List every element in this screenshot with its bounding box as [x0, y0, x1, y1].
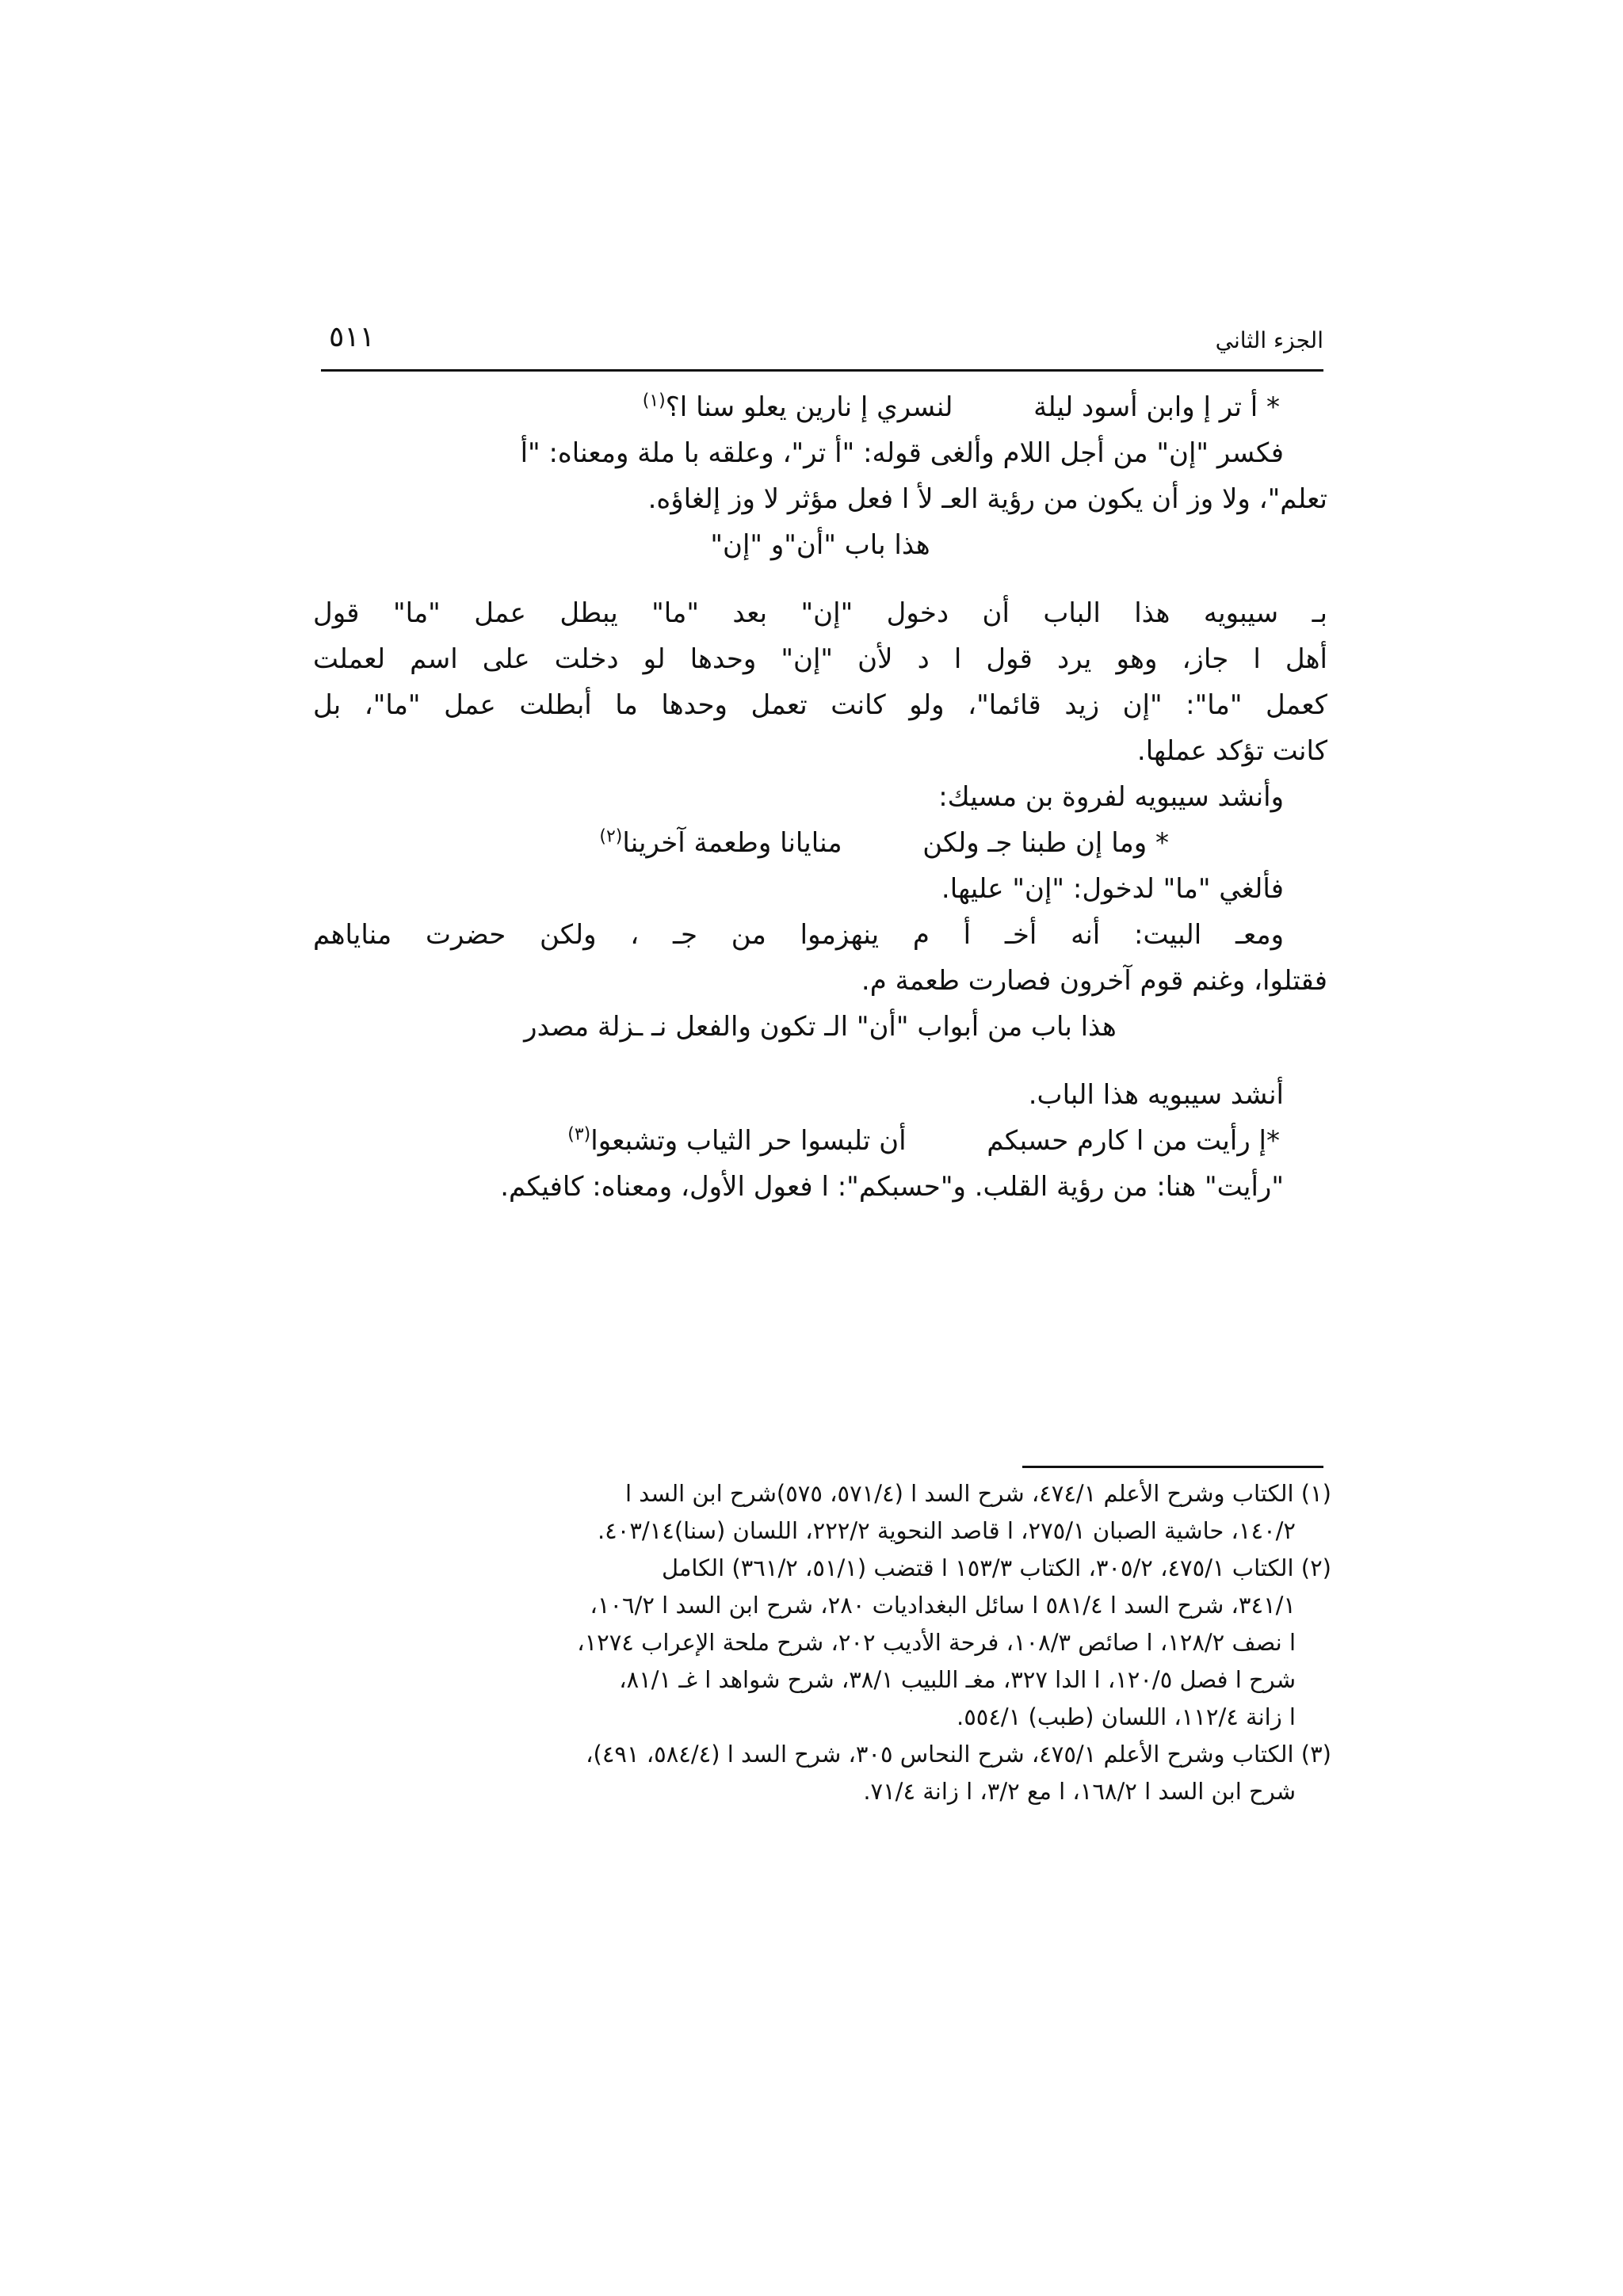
- footnote-1: [313, 1475, 1331, 1550]
- footnote-3: [313, 1736, 1331, 1810]
- verse-2: [313, 820, 1327, 866]
- verse-2-hemistich-2: منايانا وطعمة آخرينا: [622, 827, 842, 859]
- paragraph-line: فقتلوا، وغنم قوم آخرون فصارت طعمة م.: [861, 965, 1327, 997]
- footnotes: [313, 1475, 1331, 1810]
- section-heading-1: هذا باب "أن"و "إن": [710, 529, 930, 561]
- paragraph-line: وأنشد سيبويه لفروة بن مسيك:: [938, 781, 1284, 813]
- paragraph-line: فألغي "ما" لدخول: "إن" عليها.: [941, 873, 1284, 905]
- verse-2-hemistich-1: * وما إن طبنا جـ ولكن: [922, 827, 1169, 859]
- paragraph-line: ومعـ البيت: أنه أخـ أ م ينهزموا من جـ ، ولكن حضرت مناياهم: [313, 919, 1284, 951]
- footnote-line: ا نصف ١٢٨/٢، ا صائص ١٠٨/٣، فرحة الأديب ٢٠٢، شرح ملحة الإعراب ١٢٧٤،: [577, 1629, 1296, 1656]
- verse-3: [313, 1118, 1327, 1164]
- paragraph-line: تعلم"، ولا وز أن يكون من رؤية العـ لأ ا فعل مؤثر لا وز إلغاؤه.: [647, 483, 1327, 515]
- paragraph-line: بـ سيبويه هذا الباب أن دخول "إن" بعد "ما" يبطل عمل "ما" قول: [313, 597, 1327, 629]
- running-header: [321, 321, 1323, 368]
- footnote-2: [313, 1550, 1331, 1736]
- verse-1: [313, 384, 1327, 430]
- footnote-line: شرح ابن السد ا ١٦٨/٢، ا مع ٣/٢، ا زانة ٧١/٤.: [863, 1778, 1296, 1805]
- footnote-line: شرح ا فصل ١٢٠/٥، ا الدا ٣٢٧، مغـ اللبيب ٣٨/١، شرح شواهد ا غـ ٨١/١،: [619, 1666, 1296, 1693]
- footnote-line: (١) الكتاب وشرح الأعلم ٤٧٤/١، شرح السد ا (٥٧١/٤، ٥٧٥)شرح ابن السد ا: [624, 1480, 1331, 1507]
- main-text: [313, 384, 1327, 1210]
- section-title: الجزء الثاني: [1215, 327, 1323, 353]
- verse-1-hemistich-1: * أ تر إ وابن أسود ليلة: [1033, 391, 1280, 423]
- footnote-line: (٣) الكتاب وشرح الأعلم ٤٧٥/١، شرح النحاس ٣٠٥، شرح السد ا (٥٨٤/٤، ٤٩١)،: [586, 1741, 1331, 1768]
- paragraph-line: كانت تؤكد عملها.: [1136, 735, 1327, 767]
- footnote-ref-1: (١): [642, 391, 666, 411]
- footnote-line: ٣٤١/١، شرح السد ا ٥٨١/٤ ا سائل البغداديات ٢٨٠، شرح ابن السد ا ١٠٦/٢،: [590, 1592, 1296, 1619]
- footnote-line: ا زانة ١١٢/٤، اللسان (طبب) ٥٥٤/١.: [956, 1703, 1296, 1730]
- verse-3-hemistich-2: أن تلبسوا حر الثياب وتشبعوا: [590, 1125, 907, 1157]
- page-number: ٥١١: [329, 321, 376, 353]
- footnote-ref-3: (٣): [567, 1124, 591, 1145]
- paragraph-line: فكسر "إن" من أجل اللام وألغى قوله: "أ تر"، وعلقه با ملة ومعناه: "أ: [520, 437, 1284, 469]
- paragraph-line: أنشد سيبويه هذا الباب.: [1028, 1079, 1284, 1111]
- footnote-ref-2: (٢): [599, 826, 623, 847]
- footnote-rule: [1022, 1466, 1323, 1468]
- paragraph-line: كعمل "ما": "إن زيد قائما"، ولو كانت تعمل وحدها ما أبطلت عمل "ما"، بل: [313, 689, 1327, 721]
- footnote-line: (٢) الكتاب ٤٧٥/١، ٣٠٥/٢، الكتاب ١٥٣/٣ ا قتضب (٥١/١، ٣٦١/٢) الكامل: [661, 1554, 1331, 1581]
- section-heading-2: هذا باب من أبواب "أن" الـ تكون والفعل نـ ـزلة مصدر: [524, 1011, 1117, 1043]
- footnote-line: ١٤٠/٢، حاشية الصبان ٢٧٥/١، ا قاصد النحوية ٢٢٢/٢، اللسان (سنا)٤٠٣/١٤.: [597, 1517, 1296, 1544]
- paragraph-line: "رأيت" هنا: من رؤية القلب. و"حسبكم": ا فعول الأول، ومعناه: كافيكم.: [500, 1171, 1284, 1203]
- header-rule: [321, 369, 1323, 372]
- verse-1-hemistich-2: لنسري إ نارين يعلو سنا ا؟: [665, 391, 953, 423]
- paragraph-line: أهل ا جاز، وهو يرد قول ا د لأن "إن" وحدها لو دخلت على اسم لعملت: [313, 643, 1327, 675]
- verse-3-hemistich-1: *إ رأيت من ا كارم حسبكم: [987, 1125, 1280, 1157]
